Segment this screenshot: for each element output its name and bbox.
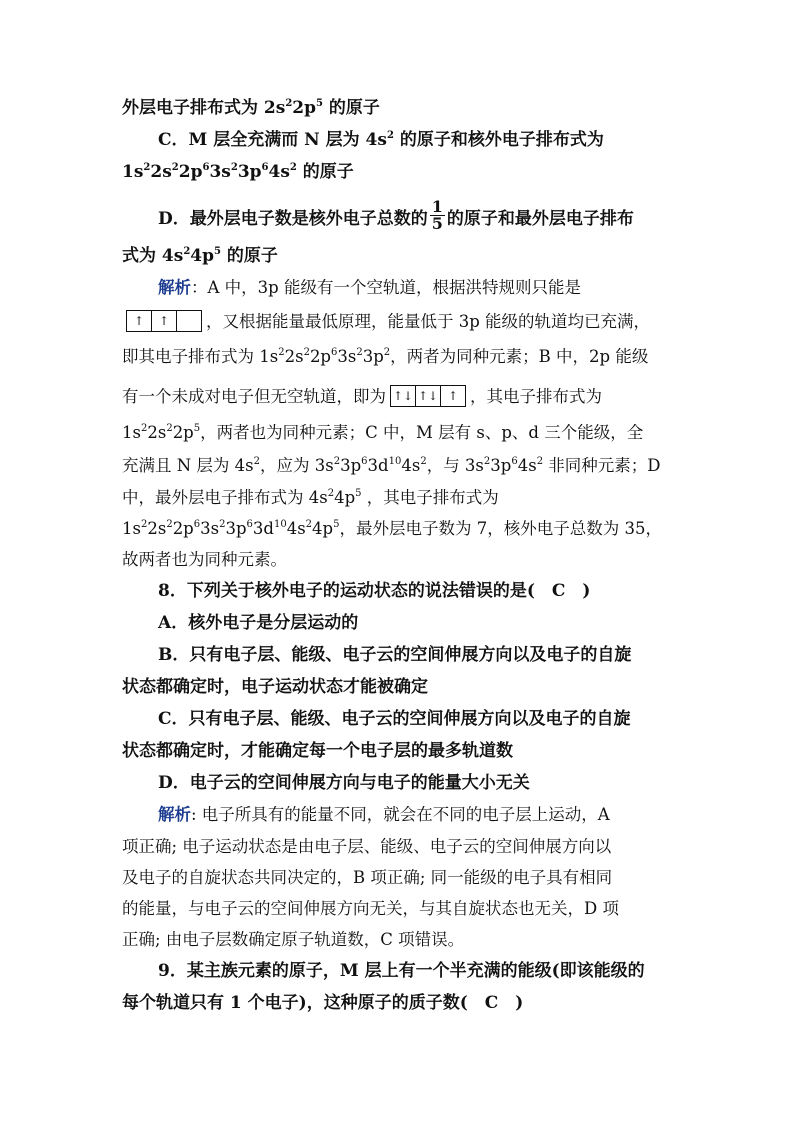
q8-option-a: A．核外电子是分层运动的	[158, 613, 359, 633]
q8-option-b: B．只有电子层、能级、电子云的空间伸展方向以及电子的自旋	[158, 645, 632, 665]
q8-option-d: D．电子云的空间伸展方向与电子的能量大小无关	[158, 773, 530, 793]
q8-explanation-4: 的能量，与电子云的空间伸展方向无关，与其自旋状态也无关，D 项	[122, 899, 619, 918]
q8-explanation-2: 项正确; 电子运动状态是由电子层、能级、电子云的空间伸展方向以	[122, 837, 612, 856]
explanation-label: 解析	[158, 278, 191, 297]
explanation-line-6: 充满且 N 层为 $4s^2$，应为 $3s^23p^63d^{10}4s^2$，与 $3s^23p^64s^2$ 非同种元素；D	[122, 456, 661, 475]
option-d: D．最外层电子数是核外电子总数的 $\frac{1}{5}$ 的原子和最外层电子排布	[158, 197, 634, 233]
explanation-line-1: 解析：A 中，3p 能级有一个空轨道，根据洪特规则只能是	[158, 278, 581, 297]
fraction-one-fifth: $\frac{1}{5}$	[431, 197, 443, 233]
question-8-stem: 8．下列关于核外电子的运动状态的说法错误的是( C )	[158, 581, 591, 601]
explanation-line-2: ↑ ↑ ，又根据能量最低原理，能量低于 3p 能级的轨道均已充满，	[122, 311, 650, 334]
q8-explanation-3: 及电子的自旋状态共同决定的，B 项正确; 同一能级的电子具有相同	[122, 868, 613, 887]
option-c: C．M 层全充满而 N 层为 $4s^2$ 的原子和核外电子排布式为	[158, 130, 604, 150]
question-9-stem: 9．某主族元素的原子，M 层上有一个半充满的能级(即该能级的	[158, 961, 645, 981]
option-d-cont: 式为 $4s^24p^5$ 的原子	[122, 246, 278, 266]
orbital-diagram-3p: ↑ ↑	[126, 310, 202, 332]
explanation-line-4: 有一个未成对电子但无空轨道，即为 ↑↓ ↑↓ ↑ ，其电子排布式为	[122, 386, 602, 409]
option-b-cont: 外层电子排布式为 $2s^22p^5$ 的原子	[122, 98, 380, 118]
option-c-cont: $1s^22s^22p^63s^23p^64s^2$ 的原子	[122, 162, 354, 182]
explanation-line-8: $1s^22s^22p^63s^23p^63d^{10}4s^24p^5$，最外层电子数为 7，核外电子总数为 35，	[122, 519, 662, 538]
explanation-label: 解析	[158, 805, 191, 824]
q8-option-c: C．只有电子层、能级、电子云的空间伸展方向以及电子的自旋	[158, 709, 631, 729]
q8-explanation-5: 正确; 由电子层数确定原子轨道数，C 项错误。	[122, 930, 465, 949]
explanation-line-3: 即其电子排布式为 $1s^22s^22p^63s^23p^2$，两者为同种元素；B 中，2p 能级	[122, 347, 649, 366]
question-9-stem-cont: 每个轨道只有 1 个电子)，这种原子的质子数( C )	[122, 993, 524, 1013]
explanation-line-9: 故两者也为同种元素。	[122, 550, 287, 569]
q8-option-b-cont: 状态都确定时，电子运动状态才能被确定	[122, 677, 428, 697]
q8-explanation-1: 解析: 电子所具有的能量不同，就会在不同的电子层上运动，A	[158, 805, 610, 824]
orbital-diagram-2p: ↑↓ ↑↓ ↑	[390, 385, 466, 407]
q8-option-c-cont: 状态都确定时，才能确定每一个电子层的最多轨道数	[122, 741, 513, 761]
explanation-line-5: $1s^22s^22p^5$，两者也为同种元素；C 中，M 层有 s、p、d 三个能级，全	[122, 423, 644, 442]
explanation-line-7: 中，最外层电子排布式为 $4s^24p^5$ ，其电子排布式为	[122, 488, 499, 507]
